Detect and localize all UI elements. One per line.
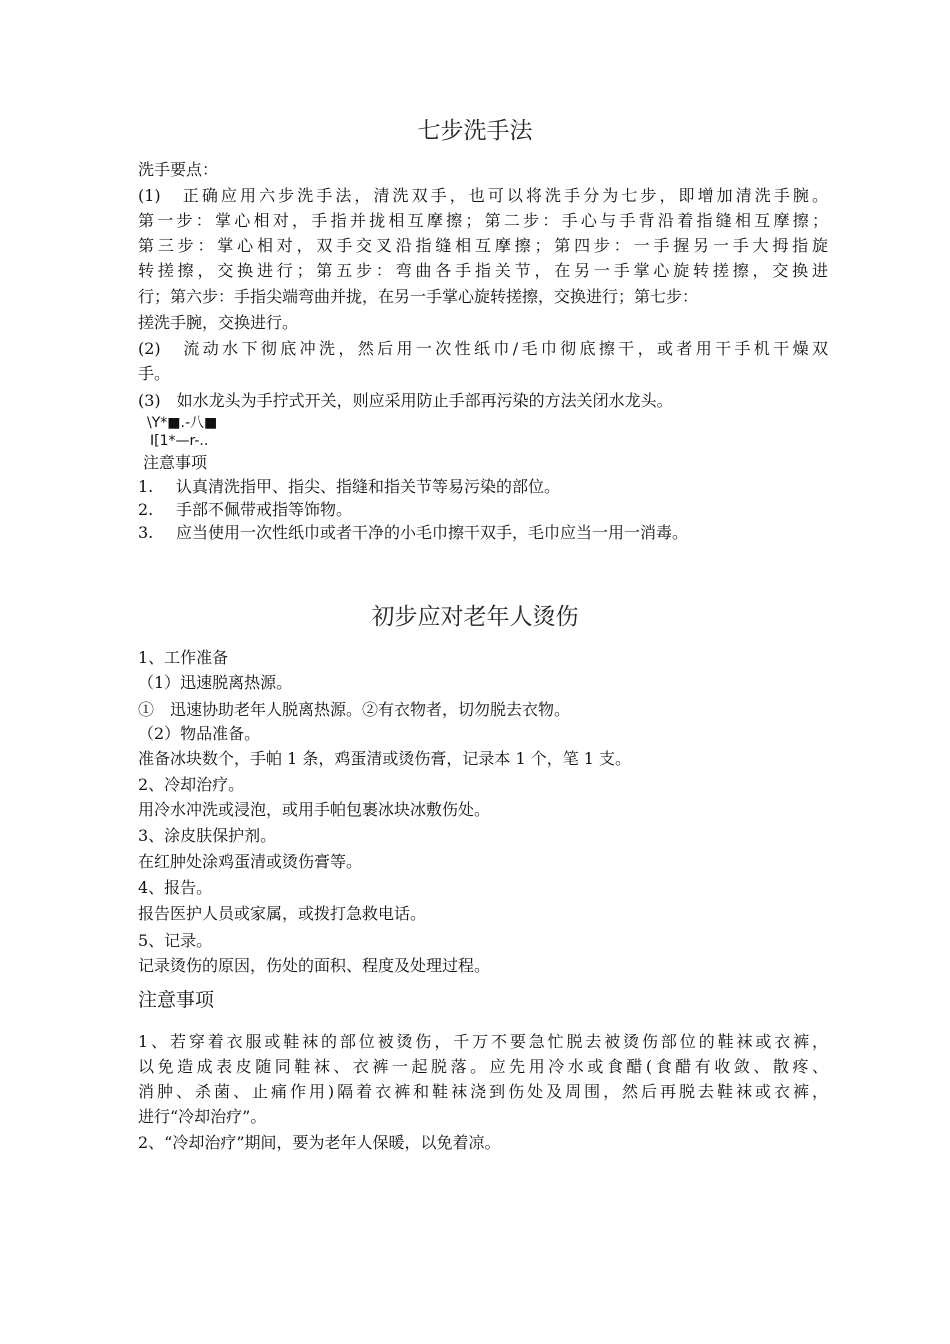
section1-intro: 洗手要点： (138, 160, 219, 179)
s2-line-5: 准备冰块数个，手帕 1 条，鸡蛋清或烫伤膏，记录本 1 个，笔 1 支。 (138, 749, 632, 768)
s2-note1-line-1: 1、若穿着衣服或鞋袜的部位被烫伤，千万不要急忙脱去被烫伤部位的鞋袜或衣裤， (138, 1032, 828, 1051)
s2-line-9: 在红肿处涂鸡蛋清或烫伤膏等。 (138, 852, 363, 871)
s2-line-4: （2）物品准备。 (138, 724, 261, 743)
note-text: 手部不佩带戒指等饰物。 (176, 500, 353, 519)
note-number: 1. (138, 477, 154, 496)
s2-line-6: 2、冷却治疗。 (138, 775, 245, 794)
s2-note1-line-2: 以免造成表皮随同鞋袜、衣裤一起脱落。应先用冷水或食醋(食醋有收敛、散疼、 (138, 1057, 828, 1076)
p1-line-5: 行；第六步：手指尖端弯曲并拢，在另一手掌心旋转搓擦，交换进行；第七步： (138, 287, 699, 306)
s2-note2-line: 2、“冷却治疗”期间，要为老年人保暖，以免着凉。 (138, 1133, 501, 1152)
s2-note1-line-4: 进行“冷却治疗”。 (138, 1107, 267, 1126)
section2-title: 初步应对老年人烫伤 (371, 604, 579, 630)
p1-line-3: 第三步：掌心相对，双手交叉沿指缝相互摩擦；第四步：一手握另一手大拇指旋 (138, 236, 828, 255)
p1-line-2: 第一步：掌心相对，手指并拢相互摩擦；第二步：手心与手背沿着指缝相互摩擦； (138, 211, 828, 230)
garbled-text-1: \Y*■.-八■ (147, 415, 218, 431)
garbled-text-2: I[1*—r-.. (150, 433, 209, 449)
s2-line-10: 4、报告。 (138, 878, 213, 897)
s2-line-1: 1、工作准备 (138, 648, 229, 667)
p2-line-1: (2) 流动水下彻底冲洗，然后用一次性纸巾/毛巾彻底擦干，或者用干手机干燥双 (138, 339, 828, 358)
note-text: 应当使用一次性纸巾或者干净的小毛巾擦干双手，毛巾应当一用一消毒。 (176, 523, 689, 542)
s2-line-2: （1）迅速脱离热源。 (138, 673, 293, 692)
p1-line-4: 转搓擦，交换进行；第五步：弯曲各手指关节，在另一手掌心旋转搓擦，交换进 (138, 261, 828, 280)
s2-line-11: 报告医护人员或家属，或拨打急救电话。 (138, 904, 427, 923)
section2-notes-title: 注意事项 (138, 989, 215, 1011)
note-text: 认真清洗指甲、指尖、指缝和指关节等易污染的部位。 (176, 477, 561, 496)
section1-title: 七步洗手法 (417, 118, 533, 144)
s2-line-3: ① 迅速协助老年人脱离热源。②有衣物者，切勿脱去衣物。 (138, 700, 571, 719)
note-number: 2. (138, 500, 154, 519)
s2-line-13: 记录烫伤的原因，伤处的面积、程度及处理过程。 (138, 956, 491, 975)
s2-line-8: 3、涂皮肤保护剂。 (138, 826, 277, 845)
p2-line-2: 手。 (138, 364, 171, 383)
s2-line-7: 用冷水冲洗或浸泡，或用手帕包裹冰块冰敷伤处。 (138, 800, 491, 819)
section1-notes-title: 注意事项 (143, 453, 208, 472)
p3-line: (3) 如水龙头为手拧式开关，则应采用防止手部再污染的方法关闭水龙头。 (138, 391, 673, 410)
section1-note-3 (138, 520, 828, 546)
note-number: 3. (138, 523, 154, 542)
s2-note1-line-3: 消肿、杀菌、止痛作用)隔着衣裤和鞋袜浇到伤处及周围，然后再脱去鞋袜或衣裤， (138, 1082, 828, 1101)
p1-line-1: (1) 正确应用六步洗手法，清洗双手，也可以将洗手分为七步，即增加清洗手腕。 (138, 186, 828, 205)
p1-line-6: 搓洗手腕，交换进行。 (138, 313, 299, 332)
s2-line-12: 5、记录。 (138, 931, 213, 950)
